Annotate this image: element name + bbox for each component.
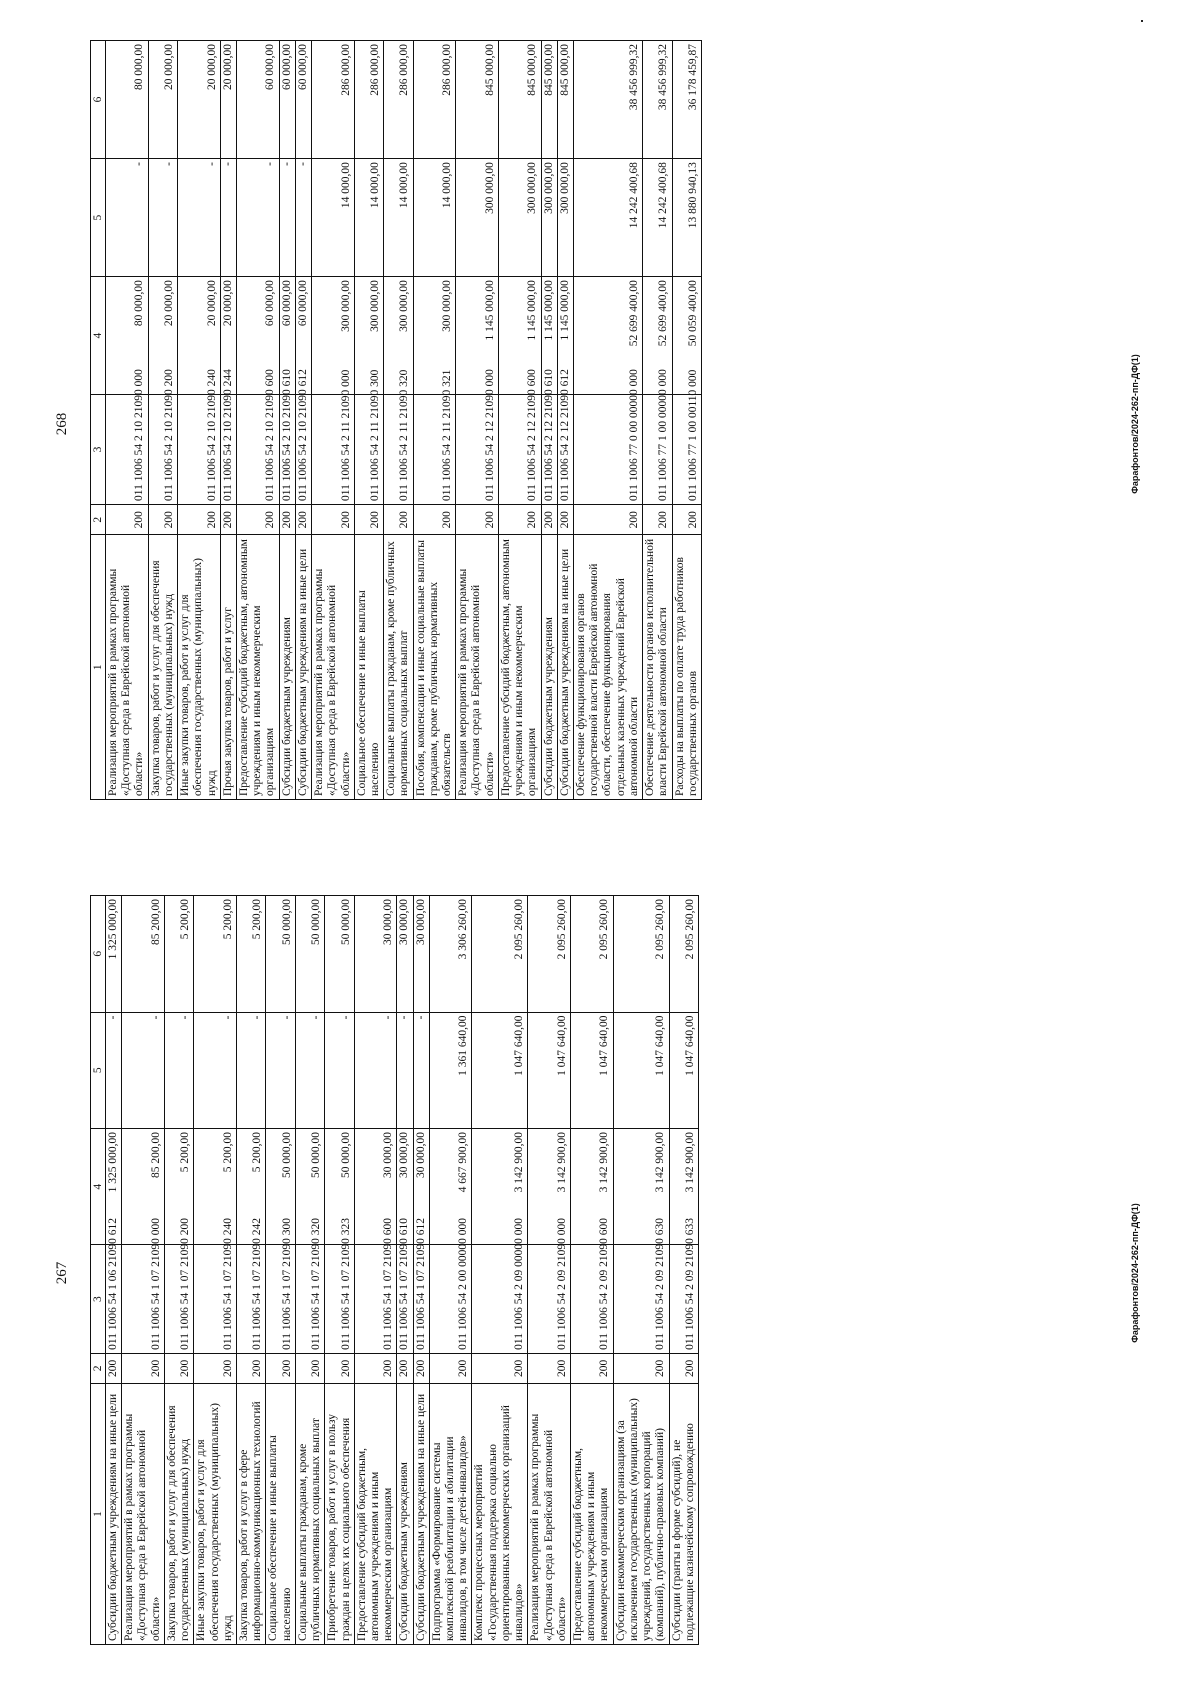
admin-code: 200 [557,504,573,535]
row-name: Субсидии бюджетным учреждениям [279,535,295,800]
value-column-4: 300 000,00 [384,277,413,395]
value-column-6: 1 325 000,00 [106,896,122,1013]
table-row [472,896,528,1645]
value-column-5: - [106,1012,122,1128]
value-column-4: 30 000,00 [354,1128,397,1244]
admin-code: 200 [571,1353,614,1383]
admin-code: 200 [613,1353,669,1383]
value-column-6: 5 200,00 [164,896,193,1013]
page-267 [0,849,1200,1697]
column-number-2: 2 [91,1353,106,1383]
value-column-6: 2 095 260,00 [669,896,698,1013]
row-name: Реализация мероприятий в рамках программы «Доступная среда в Еврейской автономной области» [528,1383,571,1644]
value-column-5: - [295,1012,324,1128]
classification-code: 011 1006 54 2 00 00000 000 [429,1245,472,1353]
row-name: Закупка товаров, работ и услуг для обеспечения государственных (муниципальных) нужд [148,535,177,800]
admin-code: 200 [236,504,279,535]
table-row [236,896,265,1645]
value-column-6: 20 000,00 [178,41,221,159]
classification-code: 011 1006 77 0 00 00000 000 [574,395,643,505]
admin-code: 200 [574,504,643,535]
row-name: Расходы на выплаты по оплате труда работников государственных органов [672,535,701,800]
page-number: 267 [54,1261,70,1285]
value-column-4: 300 000,00 [413,277,456,395]
value-column-6: 2 095 260,00 [528,896,571,1013]
value-column-6: 286 000,00 [413,41,456,159]
classification-code: 011 1006 54 2 10 21090 600 [236,395,279,505]
value-column-5: 14 000,00 [312,159,355,277]
value-column-5: 14 000,00 [413,159,456,277]
classification-code: 011 1006 54 2 11 21090 300 [354,395,383,505]
table-row [354,896,397,1645]
table-row [312,41,355,800]
value-column-4: 5 200,00 [194,1128,237,1244]
classification-code: 011 1006 54 1 07 21090 610 [397,1245,413,1353]
value-column-6: 85 200,00 [122,896,165,1013]
value-column-5: - [397,1012,413,1128]
value-column-4: 50 000,00 [325,1128,354,1244]
value-column-5: 1 047 640,00 [472,1012,528,1128]
value-column-5: 1 047 640,00 [571,1012,614,1128]
value-column-5: - [236,159,279,277]
value-column-4: 3 142 900,00 [571,1128,614,1244]
value-column-6: 60 000,00 [295,41,311,159]
page-268 [0,0,1200,848]
value-column-5: - [106,159,149,277]
row-name: Прочая закупка товаров, работ и услуг [220,535,236,800]
value-column-6: 2 095 260,00 [472,896,528,1013]
admin-code: 200 [413,1353,429,1383]
value-column-4: 3 142 900,00 [669,1128,698,1244]
row-name: Комплекс процессных мероприятий «Государственная поддержка социально ориентированных некоммерческих организаций инвалидов» [472,1383,528,1644]
value-column-5: - [194,1012,237,1128]
table-row [266,896,295,1645]
classification-code: 011 1006 54 2 10 21090 610 [279,395,295,505]
row-name: Социальное обеспечение и иные выплаты населению [354,535,383,800]
value-column-5: - [236,1012,265,1128]
classification-code: 011 1006 77 1 00 00110 000 [672,395,701,505]
value-column-5: 1 047 640,00 [528,1012,571,1128]
table-body [106,896,699,1645]
admin-code: 200 [279,504,295,535]
value-column-5: - [354,1012,397,1128]
table-row [528,896,571,1645]
scan-speck [1141,20,1143,22]
row-name: Предоставление субсидий бюджетным, автономным учреждениям и иным некоммерческим организациям [571,1383,614,1644]
value-column-6: 2 095 260,00 [571,896,614,1013]
classification-code: 011 1006 54 2 11 21090 321 [413,395,456,505]
row-name: Реализация мероприятий в рамках программы «Доступная среда в Еврейской автономной области» [106,535,149,800]
row-name: Субсидии некоммерческим организациям (за исключением государственных (муниципальных) учреждений, государственных корпораций (компаний), публично-правовых компаний) [613,1383,669,1644]
table-row [106,41,149,800]
budget-table [90,40,702,800]
table-row [498,41,541,800]
value-column-6: 20 000,00 [220,41,236,159]
value-column-5: 14 242 400,68 [574,159,643,277]
classification-code: 011 1006 54 1 07 21090 320 [295,1245,324,1353]
table-row [279,41,295,800]
classification-code: 011 1006 54 1 07 21090 600 [354,1245,397,1353]
classification-code: 011 1006 54 2 12 21090 612 [557,395,573,505]
value-column-6: 38 456 999,32 [643,41,672,159]
column-number-2: 2 [91,504,106,535]
value-column-4: 80 000,00 [106,277,149,395]
value-column-5: 14 242 400,68 [643,159,672,277]
value-column-6: 60 000,00 [279,41,295,159]
value-column-5: - [266,1012,295,1128]
row-name: Субсидии бюджетным учреждениям на иные цели [295,535,311,800]
document-footer: Фарафонтов/2024-262-пп-ДФ(1) [1130,1203,1140,1343]
classification-code: 011 1006 54 2 11 21090 320 [384,395,413,505]
value-column-6: 286 000,00 [354,41,383,159]
row-name: Обеспечение функционирования органов государственной власти Еврейской автономной области, обеспечение функционирования отдельных казенных учреждений Еврейской автономной области [574,535,643,800]
admin-code: 200 [528,1353,571,1383]
admin-code: 200 [643,504,672,535]
value-column-5: 1 361 640,00 [429,1012,472,1128]
value-column-4: 30 000,00 [413,1128,429,1244]
table-row [672,41,701,800]
table-row [541,41,557,800]
value-column-6: 50 000,00 [325,896,354,1013]
row-name: Пособия, компенсации и иные социальные выплаты гражданам, кроме публичных нормативных обязательств [413,535,456,800]
table-row [220,41,236,800]
table-row [613,896,669,1645]
value-column-4: 52 699 400,00 [643,277,672,395]
value-column-6: 5 200,00 [236,896,265,1013]
admin-code: 200 [672,504,701,535]
admin-code: 200 [122,1353,165,1383]
value-column-4: 1 145 000,00 [557,277,573,395]
column-number-row [91,41,106,800]
row-name: Субсидии бюджетным учреждениям [397,1383,413,1644]
value-column-6: 3 306 260,00 [429,896,472,1013]
table-row [295,41,311,800]
table-row [413,896,429,1645]
value-column-4: 60 000,00 [295,277,311,395]
page-number: 268 [54,412,70,436]
table-row [557,41,573,800]
classification-code: 011 1006 54 1 07 21090 323 [325,1245,354,1353]
admin-code: 200 [266,1353,295,1383]
column-number-3: 3 [91,1245,106,1353]
classification-code: 011 1006 54 2 10 21090 000 [106,395,149,505]
row-name: Субсидии бюджетным учреждениям на иные цели [106,1383,122,1644]
table-row [397,896,413,1645]
table-row [571,896,614,1645]
classification-code: 011 1006 54 1 07 21090 612 [413,1245,429,1353]
row-name: Реализация мероприятий в рамках программы «Доступная среда в Еврейской автономной области» [456,535,499,800]
table-row [354,41,383,800]
admin-code: 200 [106,504,149,535]
table-row [643,41,672,800]
admin-code: 200 [194,1353,237,1383]
value-column-4: 50 059 400,00 [672,277,701,395]
admin-code: 200 [384,504,413,535]
value-column-6: 30 000,00 [397,896,413,1013]
row-name: Реализация мероприятий в рамках программы «Доступная среда в Еврейской автономной области» [122,1383,165,1644]
value-column-4: 1 145 000,00 [498,277,541,395]
row-name: Субсидии бюджетным учреждениям на иные цели [557,535,573,800]
admin-code: 200 [295,1353,324,1383]
row-name: Социальные выплаты гражданам, кроме публичных нормативных социальных выплат [384,535,413,800]
classification-code: 011 1006 54 1 06 21090 612 [106,1245,122,1353]
row-name: Предоставление субсидий бюджетным, автономным учреждениям и иным некоммерческим организациям [236,535,279,800]
value-column-6: 60 000,00 [236,41,279,159]
table-row [236,41,279,800]
document-footer: Фарафонтов/2024-262-пп-ДФ(1) [1130,354,1140,494]
row-name: Закупка товаров, работ и услуг для обеспечения государственных (муниципальных) нужд [164,1383,193,1644]
admin-code: 200 [148,504,177,535]
value-column-5: - [413,1012,429,1128]
row-name: Приобретение товаров, работ и услуг в пользу граждан в целях их социального обеспечения [325,1383,354,1644]
row-name: Социальные выплаты гражданам, кроме публичных нормативных социальных выплат [295,1383,324,1644]
row-name: Социальное обеспечение и иные выплаты населению [266,1383,295,1644]
classification-code: 011 1006 54 2 10 21090 612 [295,395,311,505]
table-row [429,896,472,1645]
admin-code: 200 [498,504,541,535]
value-column-4: 5 200,00 [236,1128,265,1244]
table-row [669,896,698,1645]
value-column-6: 50 000,00 [295,896,324,1013]
column-number-6: 6 [91,896,106,1013]
admin-code: 200 [456,504,499,535]
value-column-4: 20 000,00 [148,277,177,395]
value-column-4: 20 000,00 [178,277,221,395]
column-number-4: 4 [91,277,106,395]
value-column-4: 50 000,00 [266,1128,295,1244]
value-column-5: - [295,159,311,277]
value-column-5: 300 000,00 [557,159,573,277]
value-column-4: 60 000,00 [236,277,279,395]
classification-code: 011 1006 54 1 07 21090 000 [122,1245,165,1353]
value-column-5: - [122,1012,165,1128]
value-column-6: 30 000,00 [413,896,429,1013]
admin-code: 200 [106,1353,122,1383]
column-number-4: 4 [91,1128,106,1244]
value-column-4: 60 000,00 [279,277,295,395]
column-number-1: 1 [91,1383,106,1644]
admin-code: 200 [178,504,221,535]
value-column-4: 20 000,00 [220,277,236,395]
table-row [106,896,122,1645]
value-column-6: 286 000,00 [312,41,355,159]
admin-code: 200 [413,504,456,535]
value-column-6: 50 000,00 [266,896,295,1013]
admin-code: 200 [295,504,311,535]
value-column-5: 300 000,00 [456,159,499,277]
value-column-5: 14 000,00 [384,159,413,277]
classification-code: 011 1006 54 2 09 21090 633 [669,1245,698,1353]
value-column-6: 845 000,00 [456,41,499,159]
value-column-5: 1 047 640,00 [669,1012,698,1128]
classification-code: 011 1006 54 2 12 21090 600 [498,395,541,505]
value-column-6: 80 000,00 [106,41,149,159]
value-column-5: - [164,1012,193,1128]
classification-code: 011 1006 54 1 07 21090 240 [194,1245,237,1353]
column-number-6: 6 [91,41,106,159]
classification-code: 011 1006 54 2 10 21090 244 [220,395,236,505]
value-column-4: 30 000,00 [397,1128,413,1244]
row-name: Подпрограмма «Формирование системы комплексной реабилитации и абилитации инвалидов, в том числе детей-инвалидов» [429,1383,472,1644]
table-row [325,896,354,1645]
value-column-4: 52 699 400,00 [574,277,643,395]
budget-table [90,895,699,1645]
value-column-5: 300 000,00 [498,159,541,277]
value-column-6: 845 000,00 [557,41,573,159]
classification-code: 011 1006 54 2 10 21090 240 [178,395,221,505]
value-column-4: 85 200,00 [122,1128,165,1244]
row-name: Субсидии бюджетным учреждениям на иные цели [413,1383,429,1644]
classification-code: 011 1006 54 2 09 00000 000 [472,1245,528,1353]
table-row [194,896,237,1645]
table-row [384,41,413,800]
column-number-row [91,896,106,1645]
table-row [164,896,193,1645]
row-name: Предоставление субсидий бюджетным, автономным учреждениям и иным некоммерческим организациям [354,1383,397,1644]
classification-code: 011 1006 54 2 12 21090 000 [456,395,499,505]
table-row [122,896,165,1645]
classification-code: 011 1006 54 1 07 21090 200 [164,1245,193,1353]
classification-code: 011 1006 54 2 09 21090 630 [613,1245,669,1353]
value-column-5: - [279,159,295,277]
table-body [106,41,702,800]
value-column-5: - [148,159,177,277]
classification-code: 011 1006 54 1 07 21090 242 [236,1245,265,1353]
column-number-1: 1 [91,535,106,800]
value-column-6: 845 000,00 [498,41,541,159]
classification-code: 011 1006 54 2 09 21090 000 [528,1245,571,1353]
admin-code: 200 [325,1353,354,1383]
classification-code: 011 1006 54 2 10 21090 200 [148,395,177,505]
admin-code: 200 [312,504,355,535]
value-column-4: 3 142 900,00 [472,1128,528,1244]
value-column-4: 4 667 900,00 [429,1128,472,1244]
row-name: Закупка товаров, работ и услуг в сфере информационно-коммуникационных технологий [236,1383,265,1644]
row-name: Реализация мероприятий в рамках программы «Доступная среда в Еврейской автономной области» [312,535,355,800]
value-column-6: 30 000,00 [354,896,397,1013]
row-name: Субсидии бюджетным учреждениям [541,535,557,800]
value-column-5: - [178,159,221,277]
value-column-5: 1 047 640,00 [613,1012,669,1128]
value-column-6: 38 456 999,32 [574,41,643,159]
value-column-5: 14 000,00 [354,159,383,277]
value-column-6: 36 178 459,87 [672,41,701,159]
admin-code: 200 [397,1353,413,1383]
admin-code: 200 [541,504,557,535]
admin-code: 200 [354,1353,397,1383]
column-number-5: 5 [91,1012,106,1128]
value-column-4: 5 200,00 [164,1128,193,1244]
value-column-4: 1 145 000,00 [541,277,557,395]
value-column-5: 300 000,00 [541,159,557,277]
value-column-4: 300 000,00 [312,277,355,395]
row-name: Иные закупки товаров, работ и услуг для обеспечения государственных (муниципальных) нужд [194,1383,237,1644]
admin-code: 200 [429,1353,472,1383]
row-name: Субсидии (гранты в форме субсидий), не подлежащие казначейскому сопровождению [669,1383,698,1644]
classification-code: 011 1006 54 2 11 21090 000 [312,395,355,505]
classification-code: 011 1006 77 1 00 00000 000 [643,395,672,505]
admin-code: 200 [220,504,236,535]
value-column-5: - [325,1012,354,1128]
value-column-4: 50 000,00 [295,1128,324,1244]
table-row [574,41,643,800]
admin-code: 200 [236,1353,265,1383]
value-column-5: 13 880 940,13 [672,159,701,277]
value-column-5: - [220,159,236,277]
value-column-6: 286 000,00 [384,41,413,159]
admin-code: 200 [472,1353,528,1383]
value-column-6: 20 000,00 [148,41,177,159]
row-name: Обеспечение деятельности органов исполнительной власти Еврейской автономной области [643,535,672,800]
admin-code: 200 [164,1353,193,1383]
table-row [456,41,499,800]
classification-code: 011 1006 54 2 12 21090 610 [541,395,557,505]
value-column-4: 1 145 000,00 [456,277,499,395]
row-name: Предоставление субсидий бюджетным, автономным учреждениям и иным некоммерческим организациям [498,535,541,800]
classification-code: 011 1006 54 1 07 21090 300 [266,1245,295,1353]
classification-code: 011 1006 54 2 09 21090 600 [571,1245,614,1353]
value-column-4: 3 142 900,00 [528,1128,571,1244]
admin-code: 200 [669,1353,698,1383]
value-column-4: 300 000,00 [354,277,383,395]
column-number-5: 5 [91,159,106,277]
value-column-4: 1 325 000,00 [106,1128,122,1244]
value-column-6: 845 000,00 [541,41,557,159]
value-column-6: 5 200,00 [194,896,237,1013]
table-row [148,41,177,800]
value-column-4: 3 142 900,00 [613,1128,669,1244]
table-row [413,41,456,800]
column-number-3: 3 [91,395,106,505]
table-row [295,896,324,1645]
row-name: Иные закупки товаров, работ и услуг для обеспечения государственных (муниципальных) нужд [178,535,221,800]
value-column-6: 2 095 260,00 [613,896,669,1013]
table-row [178,41,221,800]
admin-code: 200 [354,504,383,535]
